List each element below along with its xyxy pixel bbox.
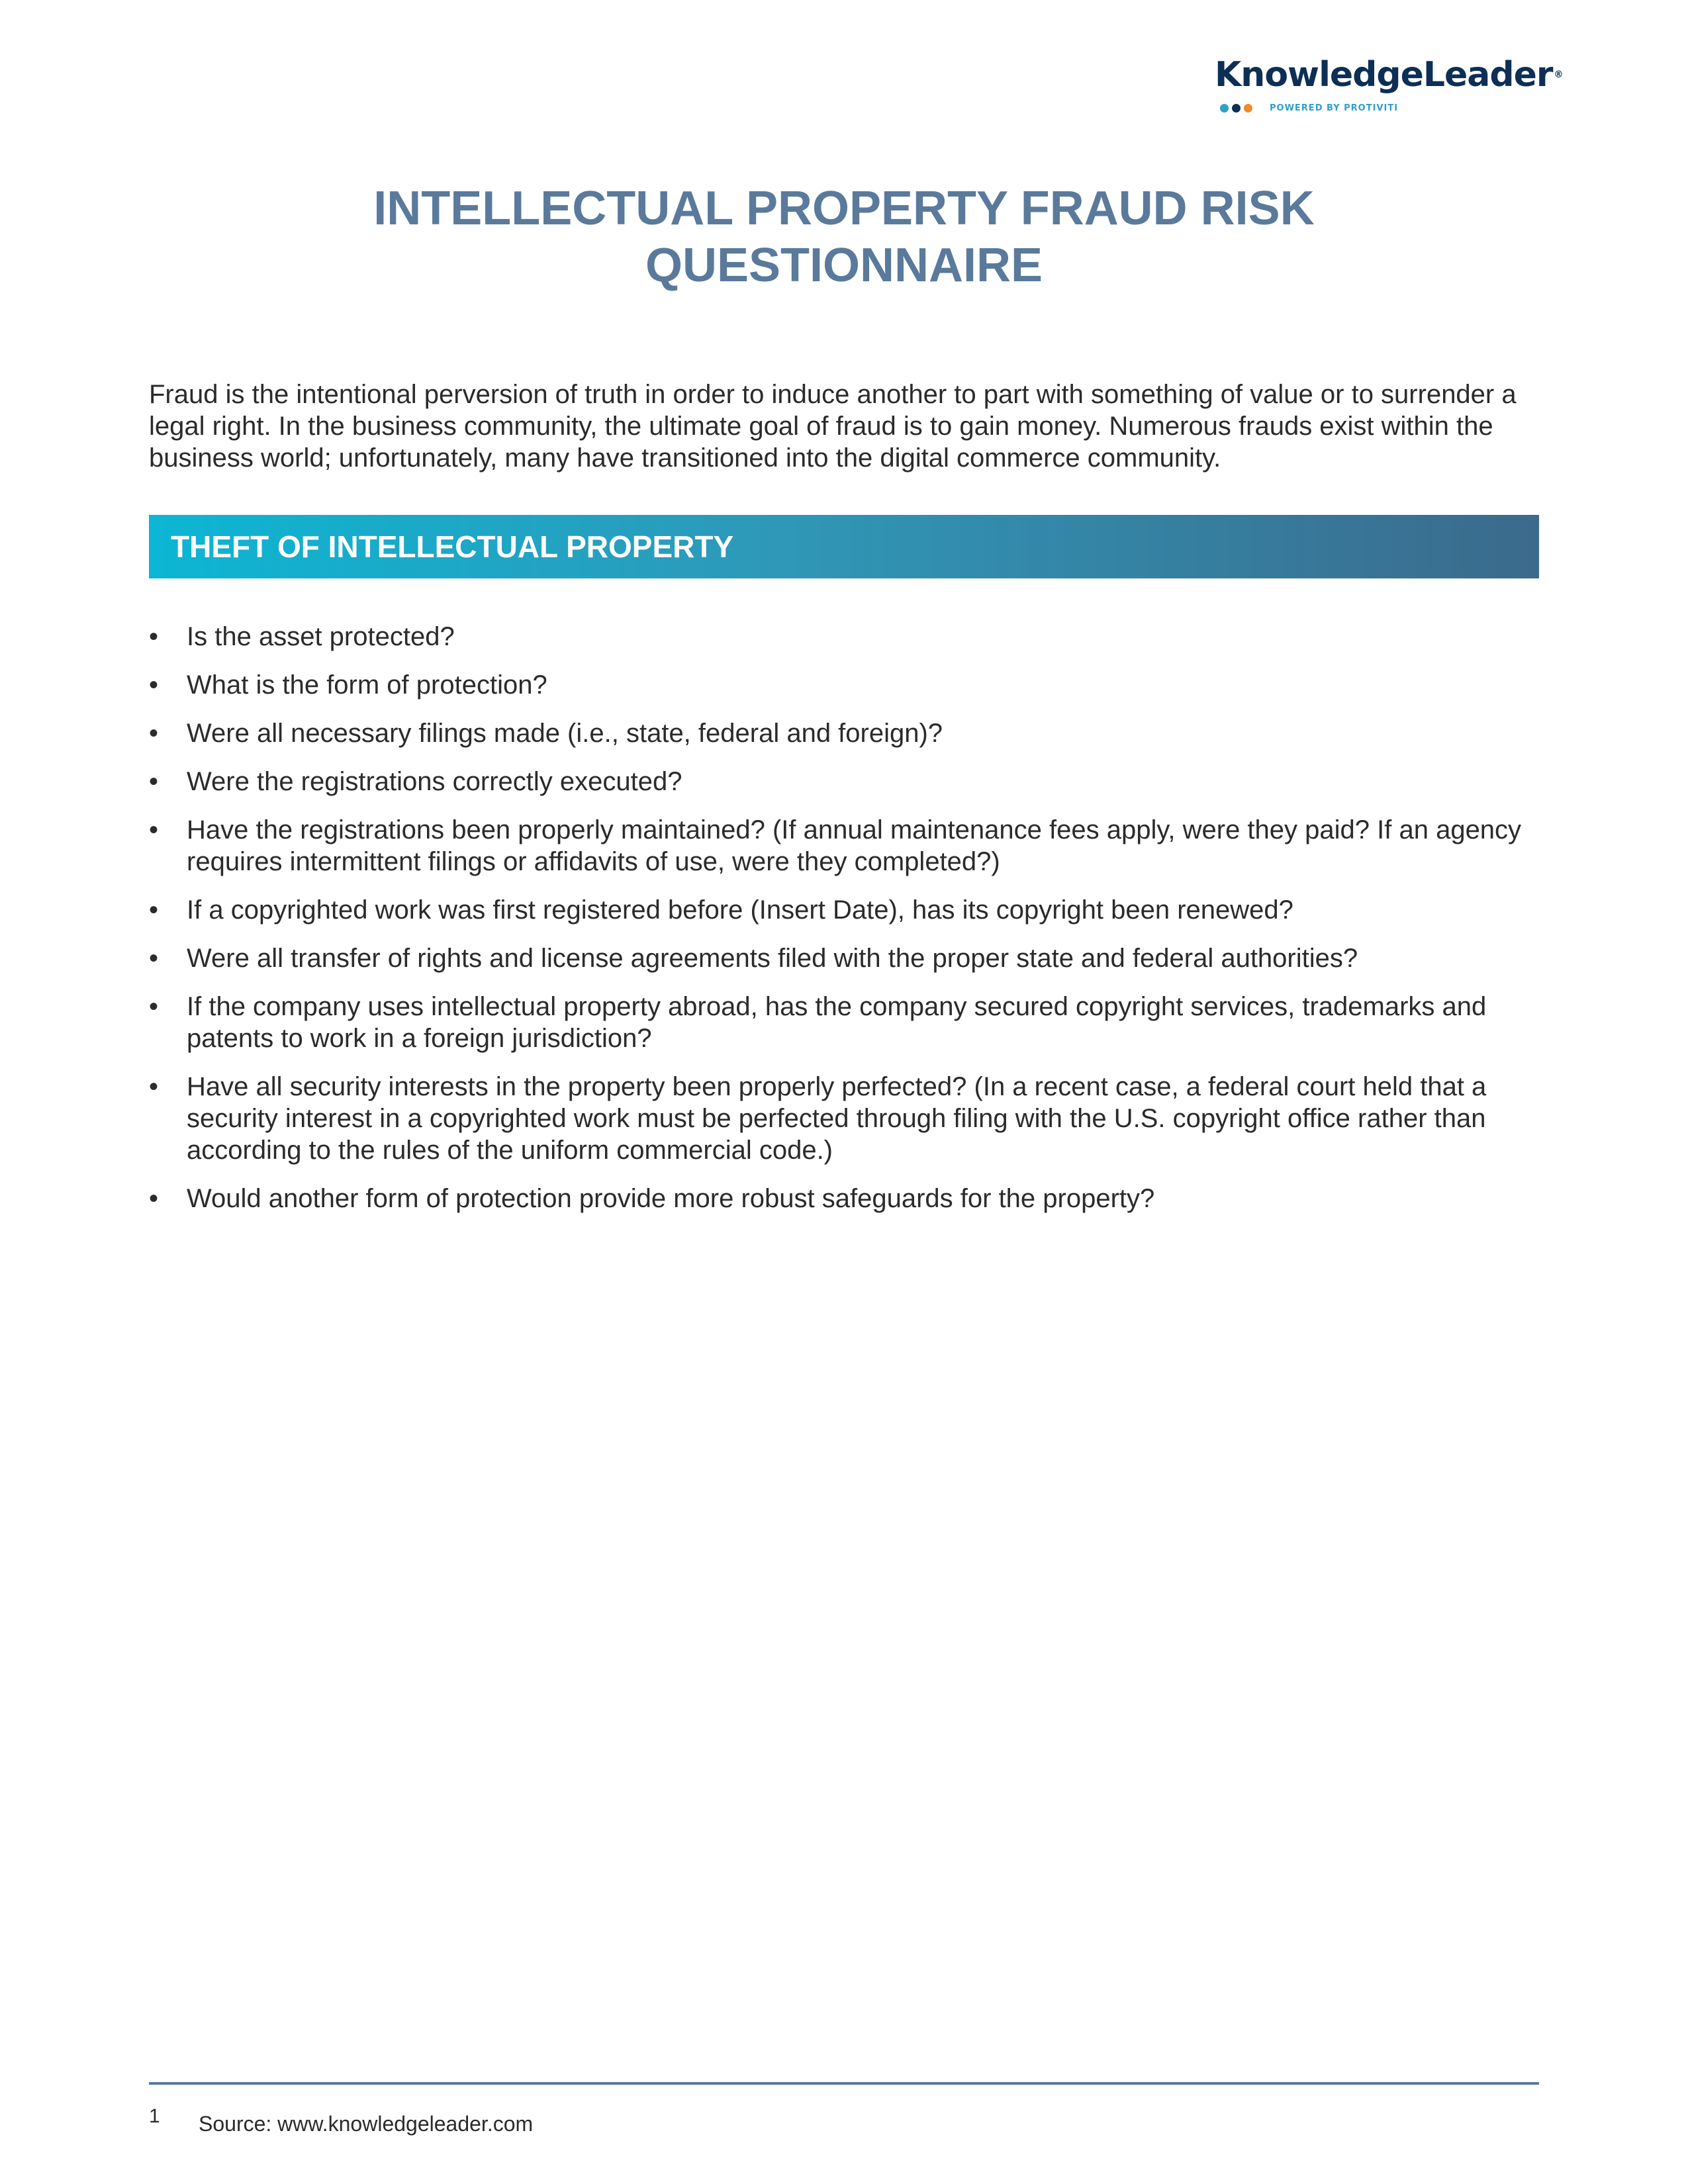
bullet-icon: •	[149, 1184, 159, 1213]
list-item	[149, 1183, 1539, 1214]
question-text: Were all necessary filings made (i.e., state, federal and foreign)?	[187, 719, 943, 748]
logo-tagline-row	[1220, 103, 1539, 113]
list-item	[149, 621, 1539, 653]
bullet-icon: •	[149, 1072, 159, 1101]
title-line-1: INTELLECTUAL PROPERTY FRAUD RISK	[373, 182, 1315, 235]
section-heading: THEFT OF INTELLECTUAL PROPERTY	[171, 529, 734, 564]
list-item	[149, 814, 1539, 878]
question-text: Is the asset protected?	[187, 622, 455, 651]
question-list	[149, 621, 1539, 1231]
question-text: If a copyrighted work was first registered before (Insert Date), has its copyright been renewed?	[187, 895, 1293, 925]
question-text: If the company uses intellectual property abroad, has the company secured copyright services, trademarks and patents to work in a foreign jurisdiction?	[187, 992, 1487, 1053]
source-credit: Source: www.knowledgeleader.com	[199, 2112, 534, 2136]
logo-tagline: POWERED BY PROTIVITI	[1270, 103, 1399, 113]
footer-divider	[149, 2082, 1539, 2085]
logo-dot-blue	[1220, 104, 1229, 113]
page-number: 1	[149, 2105, 160, 2127]
list-item	[149, 766, 1539, 797]
intro-paragraph: Fraud is the intentional perversion of truth in order to induce another to part with something of value or to surrender a legal right. In the business community, the ultimate goal of fraud is to gain money. Numerous frauds exist within the business world; unfortunately, many have transitioned into the digital commerce community.	[149, 380, 1517, 473]
question-text: Were the registrations correctly executed?	[187, 767, 682, 796]
title-line-2: QUESTIONNAIRE	[645, 239, 1043, 292]
question-text: Were all transfer of rights and license agreements filed with the proper state and federal authorities?	[187, 944, 1358, 973]
question-text: What is the form of protection?	[187, 670, 547, 700]
bullet-icon: •	[149, 719, 159, 748]
list-item	[149, 669, 1539, 701]
bullet-icon: •	[149, 670, 159, 700]
knowledgeleader-logo	[1215, 54, 1563, 127]
bullet-icon: •	[149, 895, 159, 925]
logo-dot-navy	[1232, 104, 1241, 113]
bullet-icon: •	[149, 815, 159, 844]
bullet-icon: •	[149, 944, 159, 973]
section-heading-band	[149, 515, 1539, 578]
trademark-mark: ®	[1554, 69, 1563, 80]
bullet-icon: •	[149, 767, 159, 796]
list-item	[149, 894, 1539, 926]
bullet-icon: •	[149, 992, 159, 1021]
list-item	[149, 717, 1539, 749]
list-item	[149, 991, 1539, 1054]
question-text: Have all security interests in the property been properly perfected? (In a recent case, a federal court held that a security interest in a copyrighted work must be perfected through filing with the U.S. copyright office rather than according to the rules of the uniform commercial code.)	[187, 1072, 1487, 1165]
list-item	[149, 942, 1539, 974]
document-title	[149, 180, 1539, 294]
logo-dot-orange	[1244, 104, 1252, 113]
logo-wordmark: KnowledgeLeader ®	[1215, 55, 1563, 95]
question-text: Would another form of protection provide more robust safeguards for the property?	[187, 1184, 1155, 1213]
question-text: Have the registrations been properly maintained? (If annual maintenance fees apply, were they paid? If an agency requires intermittent filings or affidavits of use, were they completed?)	[187, 815, 1522, 876]
logo-dots-icon	[1220, 104, 1252, 113]
list-item	[149, 1071, 1539, 1166]
bullet-icon: •	[149, 622, 159, 651]
